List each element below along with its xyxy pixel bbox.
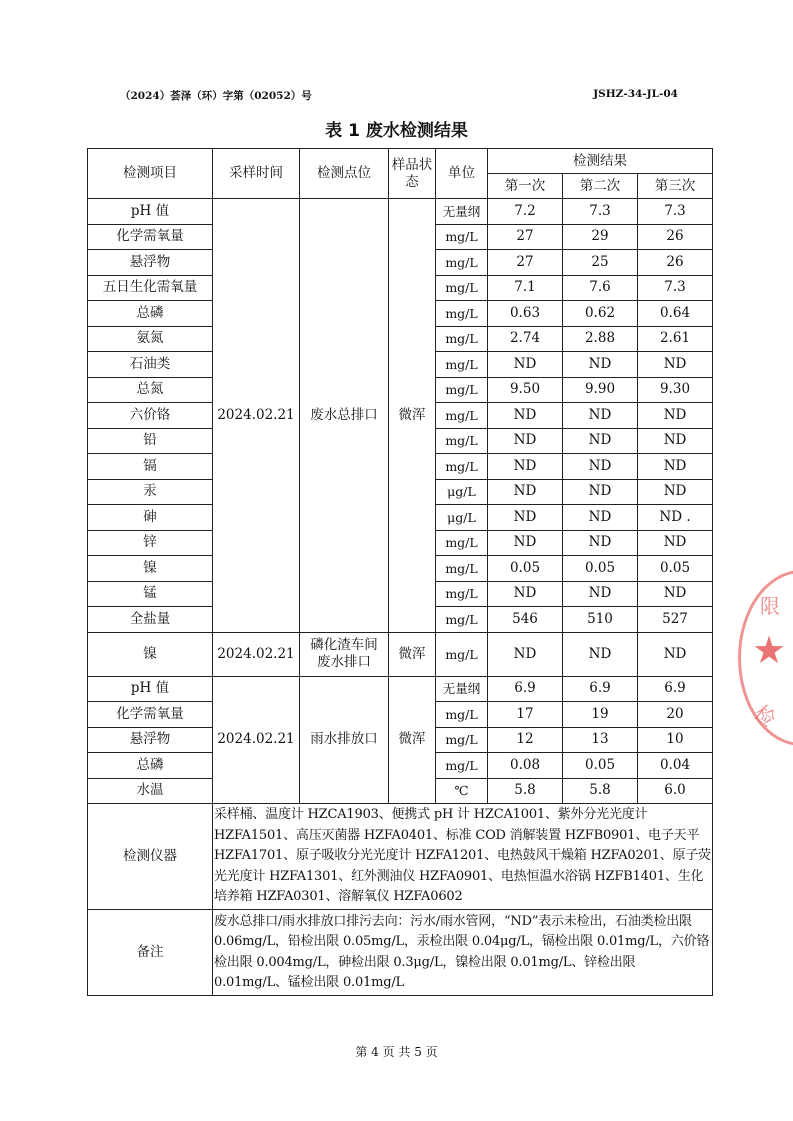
cell-item: 砷 [88,505,213,531]
header-point: 检测点位 [300,149,389,199]
cell-result-1: ND [488,479,563,505]
cell-result-3: 6.0 [638,778,713,804]
cell-result-2: ND [563,505,638,531]
cell-result-3: 0.04 [638,753,713,779]
cell-result-3: 0.05 [638,556,713,582]
cell-result-2: 25 [563,250,638,276]
cell-item: 汞 [88,479,213,505]
table-row [88,199,713,225]
cell-sampling-point: 废水总排口 [300,199,389,633]
cell-unit: mg/L [436,556,488,582]
instruments-row [88,804,713,910]
cell-result-2: ND [563,581,638,607]
cell-result-3: 26 [638,224,713,250]
cell-result-1: 9.50 [488,377,563,403]
cell-unit: 无量纲 [436,676,488,702]
cell-result-1: 5.8 [488,778,563,804]
cell-result-1: ND [488,530,563,556]
cell-item: 铅 [88,428,213,454]
cell-unit: mg/L [436,224,488,250]
cell-unit: mg/L [436,607,488,633]
remarks-label: 备注 [88,910,213,996]
cell-result-3: 527 [638,607,713,633]
cell-item: 总磷 [88,301,213,327]
cell-result-3: 7.3 [638,275,713,301]
cell-result-2: ND [563,632,638,676]
cell-result-2: ND [563,352,638,378]
cell-item: 石油类 [88,352,213,378]
page-number: 第 4 页 共 5 页 [355,1045,438,1059]
cell-unit: mg/L [436,753,488,779]
cell-unit: μg/L [436,505,488,531]
cell-result-1: ND [488,505,563,531]
cell-result-3: ND [638,454,713,480]
cell-result-1: 17 [488,702,563,728]
remarks-text: 废水总排口/雨水排放口排污去向：污水/雨水管网，“ND”表示未检出，石油类检出限 0.06mg/L，铅检出限 0.05mg/L，汞检出限 0.04μg/L，镉检出限 0.01mg/L，六价铬检出限 0.004mg/L，砷检出限 0.3μg/L，镍检出限 0.01mg/L、锌检出限 0.01mg/L、锰检出限 0.01mg/L [213,910,713,996]
cell-result-2: 0.05 [563,753,638,779]
table-row [88,676,713,702]
cell-sample-state: 微浑 [389,199,436,633]
cell-result-2: 7.6 [563,275,638,301]
cell-result-1: ND [488,352,563,378]
cell-result-2: ND [563,428,638,454]
cell-item: 总磷 [88,753,213,779]
cell-item: 全盐量 [88,607,213,633]
cell-result-3: ND [638,352,713,378]
header-item: 检测项目 [88,149,213,199]
cell-unit: mg/L [436,352,488,378]
cell-item: 锰 [88,581,213,607]
cell-result-2: 13 [563,727,638,753]
cell-result-3: ND [638,479,713,505]
cell-unit: mg/L [436,326,488,352]
cell-unit: mg/L [436,428,488,454]
cell-unit: 无量纲 [436,199,488,225]
cell-result-2: 19 [563,702,638,728]
cell-result-1: 2.74 [488,326,563,352]
cell-result-1: 0.08 [488,753,563,779]
instruments-label: 检测仪器 [88,804,213,910]
header-second: 第二次 [563,174,638,199]
cell-item: 锌 [88,530,213,556]
cell-result-1: 0.05 [488,556,563,582]
cell-result-3: 20 [638,702,713,728]
cell-sampling-point: 雨水排放口 [300,676,389,804]
cell-unit: mg/L [436,454,488,480]
cell-result-2: 0.05 [563,556,638,582]
cell-unit: mg/L [436,275,488,301]
cell-result-1: 7.2 [488,199,563,225]
cell-result-2: 2.88 [563,326,638,352]
cell-result-2: 29 [563,224,638,250]
cell-sample-state: 微浑 [389,676,436,804]
cell-sample-state: 微浑 [389,632,436,676]
cell-result-1: 12 [488,727,563,753]
cell-sampling-point: 磷化渣车间废水排口 [300,632,389,676]
cell-result-3: 7.3 [638,199,713,225]
cell-unit: μg/L [436,479,488,505]
cell-result-3: ND [638,403,713,429]
cell-item: 镍 [88,632,213,676]
cell-result-3: 10 [638,727,713,753]
header-third: 第三次 [638,174,713,199]
star-icon: ★ [752,628,787,672]
cell-unit: mg/L [436,727,488,753]
cell-result-1: ND [488,428,563,454]
table-row [88,632,713,676]
cell-result-2: 7.3 [563,199,638,225]
document-number: （2024）荟泽（环）字第（02052）号 [120,90,312,102]
header-result: 检测结果 [488,149,713,174]
header-time: 采样时间 [213,149,300,199]
cell-result-1: ND [488,454,563,480]
cell-result-2: ND [563,403,638,429]
cell-result-1: ND [488,403,563,429]
wastewater-results-table [87,148,713,996]
cell-unit: mg/L [436,377,488,403]
remarks-row [88,910,713,996]
cell-item: 氨氮 [88,326,213,352]
cell-unit: mg/L [436,301,488,327]
cell-item: 悬浮物 [88,727,213,753]
seal-fragment: 检 [749,700,781,732]
header-state: 样品状态 [389,149,436,199]
cell-unit: mg/L [436,702,488,728]
cell-result-1: 6.9 [488,676,563,702]
cell-result-2: 6.9 [563,676,638,702]
cell-sampling-time: 2024.02.21 [213,199,300,633]
cell-item: 六价铬 [88,403,213,429]
cell-result-3: 6.9 [638,676,713,702]
cell-result-2: 5.8 [563,778,638,804]
instruments-text: 采样桶、温度计 HZCA1903、便携式 pH 计 HZCA1001、紫外分光光度计 HZFA1501、高压灭菌器 HZFA0401、标准 COD 消解装置 HZFB0901、电子天平 HZFA1701、原子吸收分光光度计 HZFA1201、电热鼓风干燥箱 HZFA0201、原子荧光光度计 HZFA1301、红外测油仪 HZFA0901、电热恒温水浴锅 HZFB1401、生化培养箱 HZFA0301、溶解氧仪 HZFA0602 [213,804,713,910]
cell-unit: mg/L [436,632,488,676]
cell-item: 水温 [88,778,213,804]
cell-result-3: ND [638,632,713,676]
cell-result-2: 510 [563,607,638,633]
cell-result-2: ND [563,479,638,505]
cell-item: pH 值 [88,676,213,702]
cell-item: 总氮 [88,377,213,403]
cell-unit: mg/L [436,581,488,607]
cell-unit: mg/L [436,403,488,429]
cell-result-3: 0.64 [638,301,713,327]
table-title: 表 1 废水检测结果 [325,121,468,141]
cell-result-3: 2.61 [638,326,713,352]
header-first: 第一次 [488,174,563,199]
cell-result-2: 9.90 [563,377,638,403]
seal-fragment: 限 [760,594,780,618]
cell-unit: ℃ [436,778,488,804]
cell-result-1: ND [488,581,563,607]
cell-result-3: 26 [638,250,713,276]
cell-result-1: 27 [488,224,563,250]
cell-result-1: 7.1 [488,275,563,301]
cell-unit: mg/L [436,250,488,276]
cell-result-3: ND [638,428,713,454]
cell-result-3: ND . [638,505,713,531]
cell-result-3: 9.30 [638,377,713,403]
cell-result-2: ND [563,454,638,480]
cell-item: 镍 [88,556,213,582]
cell-item: 化学需氧量 [88,702,213,728]
cell-result-3: ND [638,581,713,607]
cell-result-2: 0.62 [563,301,638,327]
cell-sampling-time: 2024.02.21 [213,676,300,804]
cell-item: 悬浮物 [88,250,213,276]
cell-result-1: 27 [488,250,563,276]
form-code: JSHZ-34-JL-04 [593,88,678,100]
cell-result-1: 546 [488,607,563,633]
header-unit: 单位 [436,149,488,199]
cell-unit: mg/L [436,530,488,556]
cell-result-1: 0.63 [488,301,563,327]
cell-item: 镉 [88,454,213,480]
cell-result-2: ND [563,530,638,556]
cell-item: 化学需氧量 [88,224,213,250]
cell-item: pH 值 [88,199,213,225]
cell-sampling-time: 2024.02.21 [213,632,300,676]
cell-result-1: ND [488,632,563,676]
cell-result-3: ND [638,530,713,556]
cell-item: 五日生化需氧量 [88,275,213,301]
